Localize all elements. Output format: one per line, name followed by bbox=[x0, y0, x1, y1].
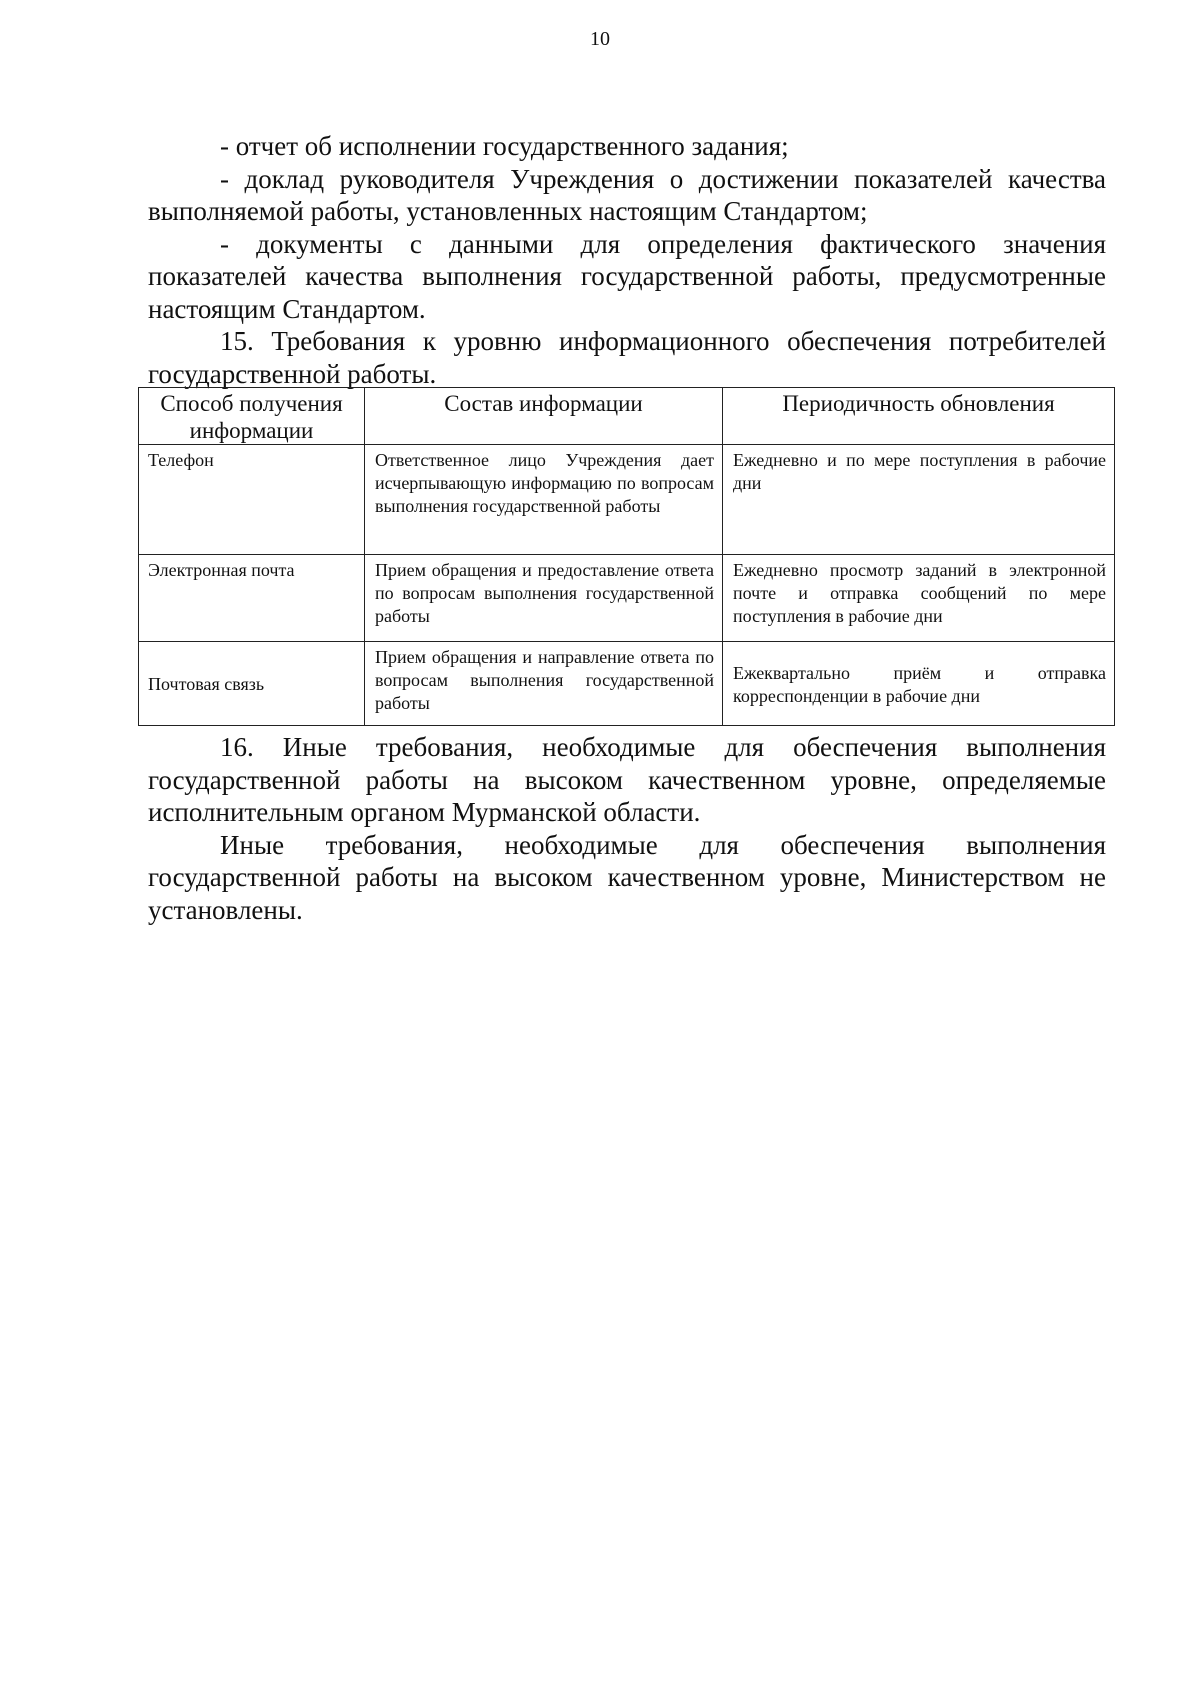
page-number: 10 bbox=[590, 28, 610, 50]
information-table bbox=[138, 387, 1115, 726]
cell-content: Прием обращения и предоставление ответа по вопросам выполнения государственной работы bbox=[365, 555, 723, 642]
section-16-heading: 16. Иные требования, необходимые для обеспечения выполнения государственной работы на высоком качественном уровне, определяемые исполнительным органом Мурманской области. bbox=[148, 732, 1106, 827]
cell-content: Ответственное лицо Учреждения дает исчерпывающую информацию по вопросам выполнения государственной работы bbox=[365, 445, 723, 555]
cell-method: Электронная почта bbox=[139, 555, 365, 642]
table-row bbox=[139, 555, 1115, 642]
cell-content: Прием обращения и направление ответа по вопросам выполнения государственной работы bbox=[365, 642, 723, 726]
header-period: Периодичность обновления bbox=[723, 388, 1115, 445]
header-method: Способ получения информации bbox=[139, 388, 365, 445]
cell-method: Почтовая связь bbox=[139, 642, 365, 726]
section-16-text: Иные требования, необходимые для обеспечения выполнения государственной работы на высоком качественном уровне, Министерством не установлены. bbox=[148, 829, 1106, 925]
table-header-row bbox=[139, 388, 1115, 445]
intro-item-documents: - документы с данными для определения фактического значения показателей качества выполнения государственной работы, предусмотренные настоящим Стандартом. bbox=[148, 228, 1106, 324]
cell-period: Ежедневно и по мере поступления в рабочие дни bbox=[723, 445, 1115, 555]
section-16 bbox=[148, 731, 1106, 926]
intro-list bbox=[148, 130, 1106, 390]
cell-period: Ежеквартально приём и отправка корреспонденции в рабочие дни bbox=[723, 642, 1115, 726]
cell-period: Ежедневно просмотр заданий в электронной почте и отправка сообщений по мере поступления в рабочие дни bbox=[723, 555, 1115, 642]
section-15-heading: 15. Требования к уровню информационного обеспечения потребителей государственной работы. bbox=[148, 326, 1106, 389]
table-row bbox=[139, 642, 1115, 726]
cell-method: Телефон bbox=[139, 445, 365, 555]
table-row bbox=[139, 445, 1115, 555]
intro-item-report: - отчет об исполнении государственного задания; bbox=[220, 131, 789, 161]
intro-item-director-report: - доклад руководителя Учреждения о достижении показателей качества выполняемой работы, установленных настоящим Стандартом; bbox=[148, 163, 1106, 226]
header-content: Состав информации bbox=[365, 388, 723, 445]
